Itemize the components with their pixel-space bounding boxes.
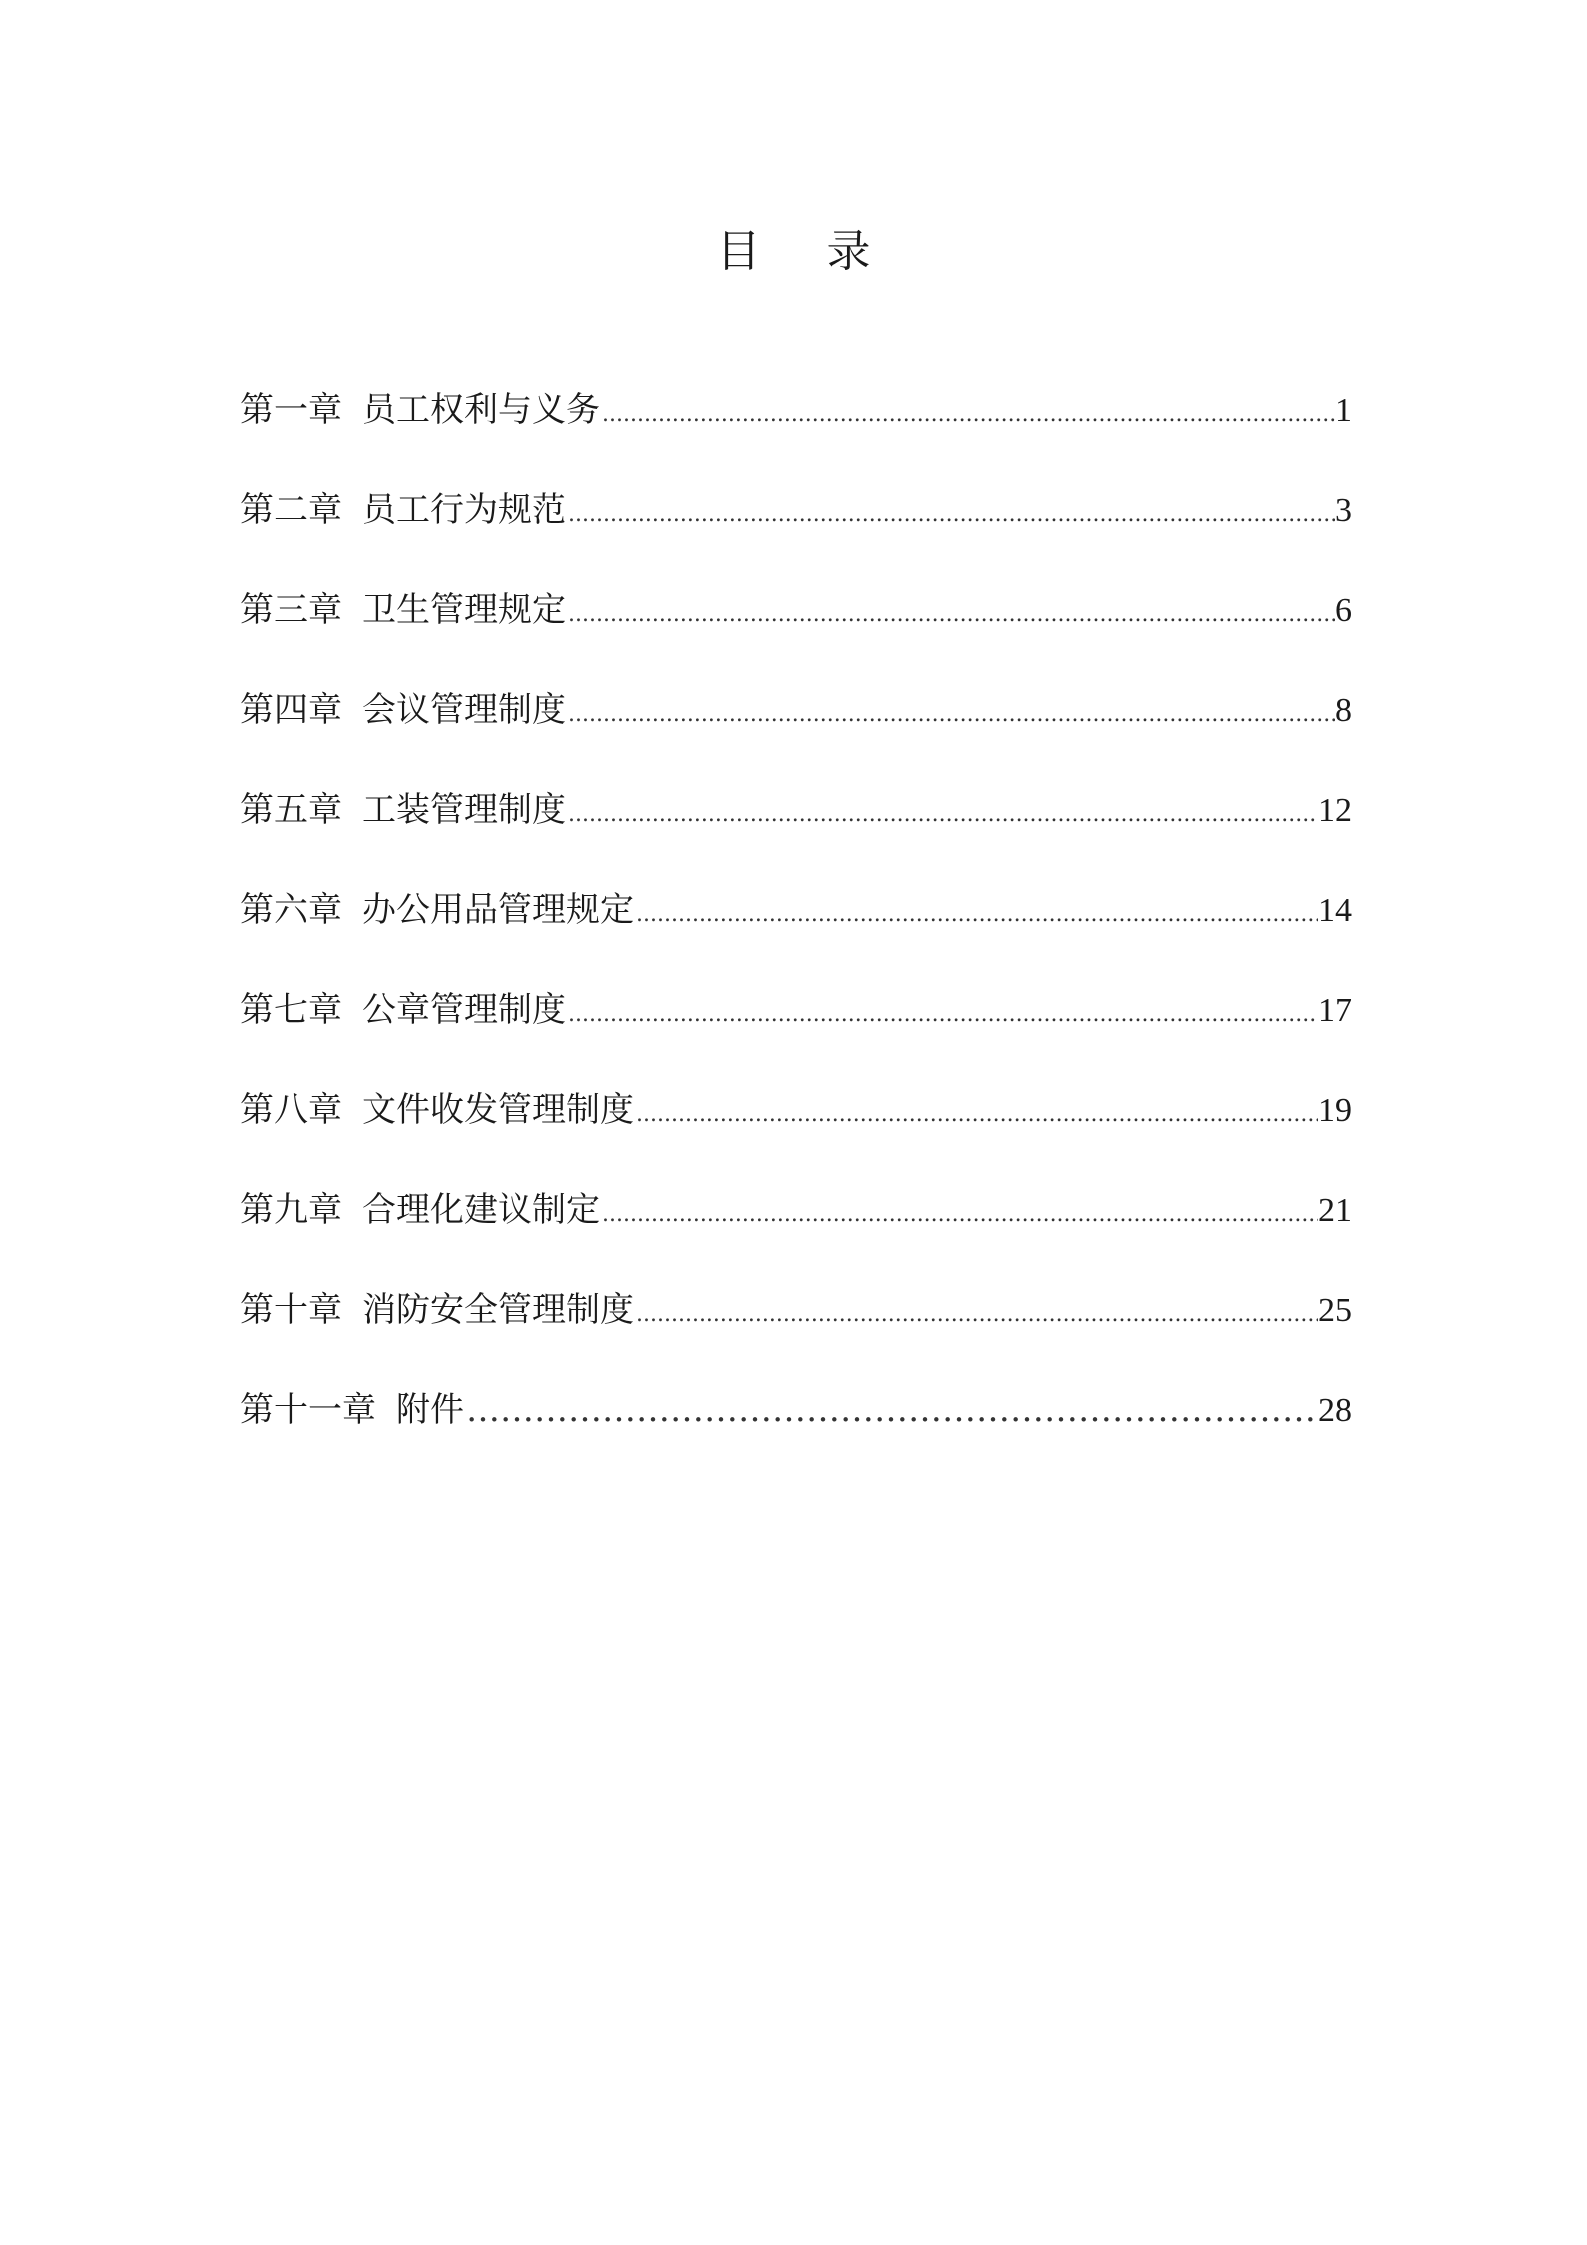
toc-entry-8[interactable] <box>240 1080 1352 1180</box>
toc-dot-leader <box>566 580 1335 645</box>
toc-page-number: 8 <box>1335 692 1352 729</box>
toc-entry-3[interactable] <box>240 580 1352 680</box>
toc-chapter-number: 第四章 <box>240 690 342 730</box>
toc-page-number: 1 <box>1335 392 1352 429</box>
toc-chapter-title: 会议管理制度 <box>362 690 566 730</box>
toc-chapter-title: 员工权利与义务 <box>362 390 600 430</box>
toc-entry-6[interactable] <box>240 880 1352 980</box>
toc-dot-leader <box>566 780 1318 845</box>
toc-page-number: 21 <box>1318 1192 1352 1229</box>
toc-dot-leader <box>566 980 1318 1045</box>
toc-page-number: 25 <box>1318 1292 1352 1329</box>
toc-chapter-number: 第八章 <box>240 1090 342 1130</box>
toc-chapter-number: 第六章 <box>240 890 342 930</box>
toc-dot-leader <box>600 1180 1318 1245</box>
toc-chapter-title: 工装管理制度 <box>362 790 566 830</box>
toc-chapter-title: 卫生管理规定 <box>362 590 566 630</box>
toc-chapter-number: 第三章 <box>240 590 342 630</box>
toc-chapter-number: 第一章 <box>240 390 342 430</box>
toc-page-number: 12 <box>1318 792 1352 829</box>
toc-chapter-title: 合理化建议制定 <box>362 1190 600 1230</box>
toc-chapter-title: 员工行为规范 <box>362 490 566 530</box>
toc-page-number: 17 <box>1318 992 1352 1029</box>
toc-entry-4[interactable] <box>240 680 1352 780</box>
toc-chapter-title: 公章管理制度 <box>362 990 566 1030</box>
page-title: 目 录 <box>716 226 897 277</box>
toc-page-number: 6 <box>1335 592 1352 629</box>
toc-entry-11[interactable] <box>240 1380 1352 1480</box>
toc-dot-leader <box>566 680 1335 745</box>
toc-entry-7[interactable] <box>240 980 1352 1080</box>
toc-chapter-number: 第七章 <box>240 990 342 1030</box>
toc-chapter-number: 第九章 <box>240 1190 342 1230</box>
toc-entry-9[interactable] <box>240 1180 1352 1280</box>
toc-chapter-number: 第十章 <box>240 1290 342 1330</box>
toc-page-number: 28 <box>1318 1392 1352 1429</box>
toc-entry-5[interactable] <box>240 780 1352 880</box>
toc-dot-leader <box>634 1280 1318 1345</box>
toc-page-number: 14 <box>1318 892 1352 929</box>
toc-chapter-title: 消防安全管理制度 <box>362 1290 634 1330</box>
toc-chapter-title: 文件收发管理制度 <box>362 1090 634 1130</box>
toc-dot-leader <box>566 480 1335 545</box>
toc-page-number: 3 <box>1335 492 1352 529</box>
toc-chapter-title: 办公用品管理规定 <box>362 890 634 930</box>
toc-chapter-number: 第十一章 <box>240 1390 376 1430</box>
toc-entry-1[interactable] <box>240 380 1352 480</box>
toc-entry-10[interactable] <box>240 1280 1352 1380</box>
toc-dot-leader <box>634 1080 1318 1145</box>
toc-page-number: 19 <box>1318 1092 1352 1129</box>
toc-chapter-number: 第二章 <box>240 490 342 530</box>
table-of-contents <box>240 380 1352 1480</box>
toc-dot-leader <box>600 380 1335 445</box>
toc-ellipsis-leader <box>464 1380 1318 1440</box>
toc-entry-2[interactable] <box>240 480 1352 580</box>
toc-dot-leader <box>634 880 1318 945</box>
toc-chapter-title: 附件 <box>396 1390 464 1430</box>
toc-chapter-number: 第五章 <box>240 790 342 830</box>
